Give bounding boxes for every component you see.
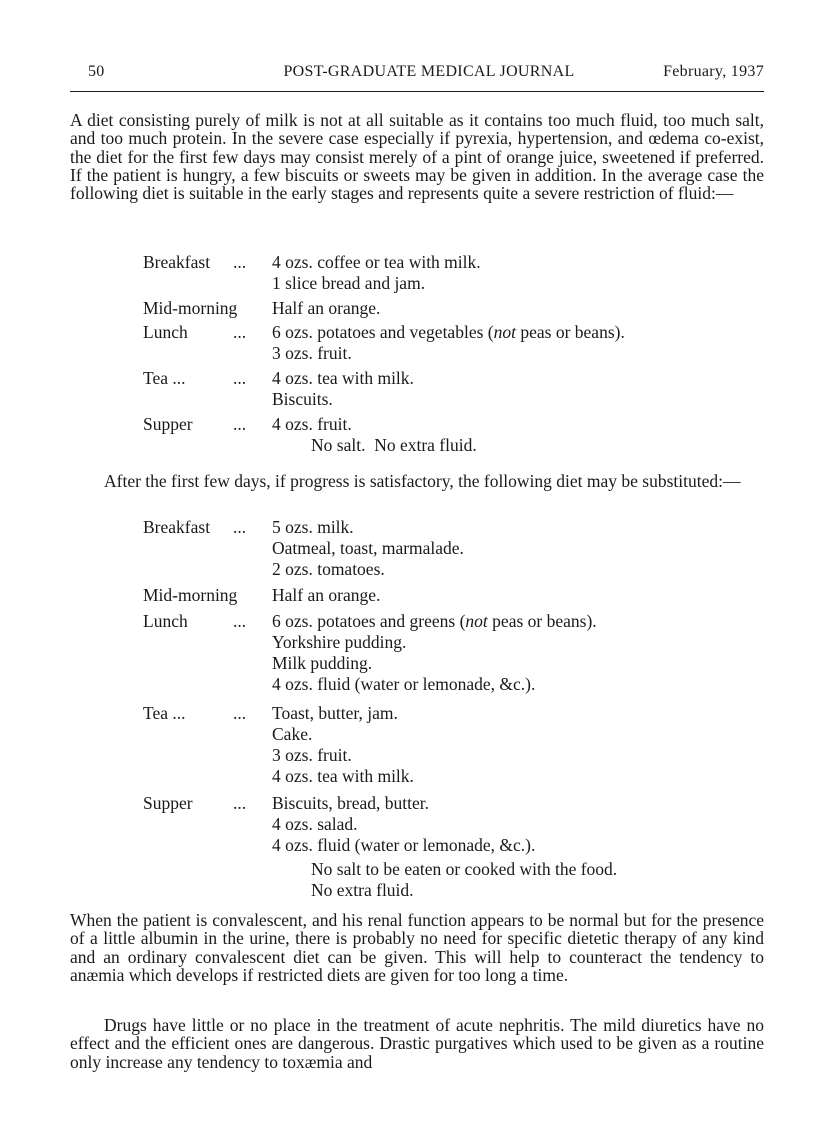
diet2-midmorning-label: Mid-morning <box>143 585 238 605</box>
diet2-note-row-2 <box>0 880 816 901</box>
diet2-tea-label: Tea ... <box>143 703 186 723</box>
diet1-tea-row <box>0 368 816 389</box>
diet1-supper-label: Supper <box>143 414 193 434</box>
issue-date: February, 1937 <box>663 63 764 80</box>
diet1-breakfast-label: Breakfast <box>143 252 211 272</box>
diet2-breakfast-item: 2 ozs. tomatoes. <box>272 559 385 579</box>
diet2-breakfast-item: 5 ozs. milk. <box>272 517 354 537</box>
emphasis-not: not <box>465 611 488 631</box>
diet1-tea-row-2 <box>0 389 816 410</box>
diet1-midmorning-row <box>0 298 816 319</box>
diet1-midmorning-item: Half an orange. <box>272 298 381 318</box>
diet1-lunch-item: 6 ozs. potatoes and vegetables (not peas or beans). <box>272 322 625 342</box>
diet2-breakfast-label: Breakfast <box>143 517 211 537</box>
page-number: 50 <box>88 63 105 80</box>
diet2-tea-row-3 <box>0 745 816 766</box>
leader-dots: ... <box>233 414 247 434</box>
diet2-supper-item: 4 ozs. fluid (water or lemonade, &c.). <box>272 835 536 855</box>
diet1-lunch-item: 3 ozs. fruit. <box>272 343 352 363</box>
running-header <box>88 63 764 85</box>
journal-title: POST-GRADUATE MEDICAL JOURNAL <box>283 63 575 80</box>
diet2-lunch-label: Lunch <box>143 611 188 631</box>
diet2-note-row <box>0 859 816 880</box>
diet1-tea-label: Tea ... <box>143 368 186 388</box>
leader-dots: ... <box>233 611 247 631</box>
diet1-breakfast-item: 1 slice bread and jam. <box>272 273 426 293</box>
diet2-tea-item: 4 ozs. tea with milk. <box>272 766 414 786</box>
diet2-supper-item: 4 ozs. salad. <box>272 814 358 834</box>
diet2-supper-label: Supper <box>143 793 193 813</box>
diet2-tea-item: Toast, butter, jam. <box>272 703 398 723</box>
diet2-tea-row-4 <box>0 766 816 787</box>
diet2-breakfast-row <box>0 517 816 538</box>
leader-dots: ... <box>233 793 247 813</box>
diet2-note: No salt to be eaten or cooked with the food. <box>311 859 618 879</box>
header-rule <box>70 91 764 92</box>
leader-dots: ... <box>233 252 247 272</box>
diet2-supper-item: Biscuits, bread, butter. <box>272 793 429 813</box>
diet2-midmorning-item: Half an orange. <box>272 585 381 605</box>
diet2-tea-item: Cake. <box>272 724 313 744</box>
diet2-note: No extra fluid. <box>311 880 414 900</box>
diet1-tea-item: 4 ozs. tea with milk. <box>272 368 414 388</box>
diet2-midmorning-row <box>0 585 816 606</box>
diet2-breakfast-row-3 <box>0 559 816 580</box>
diet2-tea-row <box>0 703 816 724</box>
diet1-midmorning-label: Mid-morning <box>143 298 238 318</box>
leader-dots: ... <box>233 703 247 723</box>
diet2-supper-row <box>0 793 816 814</box>
transition-paragraph: After the first few days, if progress is satisfactory, the following diet may be substituted:— <box>104 471 741 491</box>
leader-dots: ... <box>233 517 247 537</box>
diet1-lunch-row-2 <box>0 343 816 364</box>
diet1-supper-item: 4 ozs. fruit. <box>272 414 352 434</box>
diet1-note: No salt. No extra fluid. <box>311 435 477 455</box>
diet2-breakfast-row-2 <box>0 538 816 559</box>
diet1-note-row <box>0 435 816 456</box>
diet2-lunch-item: 4 ozs. fluid (water or lemonade, &c.). <box>272 674 536 694</box>
diet2-lunch-row-3 <box>0 653 816 674</box>
diet2-lunch-item: Yorkshire pudding. <box>272 632 407 652</box>
diet2-tea-row-2 <box>0 724 816 745</box>
emphasis-not: not <box>493 322 516 342</box>
leader-dots: ... <box>233 322 247 342</box>
diet2-supper-row-3 <box>0 835 816 856</box>
intro-paragraph: A diet consisting purely of milk is not at all suitable as it contains too much fluid, too much salt, and too much protein. In the severe case especially if pyrexia, hypertension, and œdema co-exist, the diet for the first few days may consist merely of a pint of orange juice, sweetened if preferred. If the patient is hungry, a few biscuits or sweets may be given in addition. In the average case the following diet is suitable in the early stages and represents quite a severe restriction of fluid:— <box>70 110 764 204</box>
diet1-breakfast-item: 4 ozs. coffee or tea with milk. <box>272 252 481 272</box>
leader-dots: ... <box>233 368 247 388</box>
drugs-paragraph: Drugs have little or no place in the treatment of acute nephritis. The mild diuretics have no effect and the efficient ones are dangerous. Drastic purgatives which used to be given as a routine only increase any tendency to toxæmia and <box>70 1015 764 1072</box>
diet2-lunch-item: 6 ozs. potatoes and greens (not peas or beans). <box>272 611 597 631</box>
diet1-tea-item: Biscuits. <box>272 389 333 409</box>
diet1-lunch-row <box>0 322 816 343</box>
diet2-lunch-row <box>0 611 816 632</box>
diet2-supper-row-2 <box>0 814 816 835</box>
diet1-breakfast-row <box>0 252 816 273</box>
diet1-breakfast-row-2 <box>0 273 816 294</box>
diet2-breakfast-item: Oatmeal, toast, marmalade. <box>272 538 464 558</box>
diet1-supper-row <box>0 414 816 435</box>
diet2-lunch-row-2 <box>0 632 816 653</box>
diet2-lunch-item: Milk pudding. <box>272 653 373 673</box>
diet2-tea-item: 3 ozs. fruit. <box>272 745 352 765</box>
diet1-lunch-label: Lunch <box>143 322 188 342</box>
diet2-lunch-row-4 <box>0 674 816 695</box>
convalescent-paragraph: When the patient is convalescent, and his renal function appears to be normal but for the presence of a little albumin in the urine, there is probably no need for specific dietetic therapy of any kind and an ordinary convalescent diet can be given. This will help to counteract the tendency to anæmia which develops if restricted diets are given for too long a time. <box>70 910 764 985</box>
